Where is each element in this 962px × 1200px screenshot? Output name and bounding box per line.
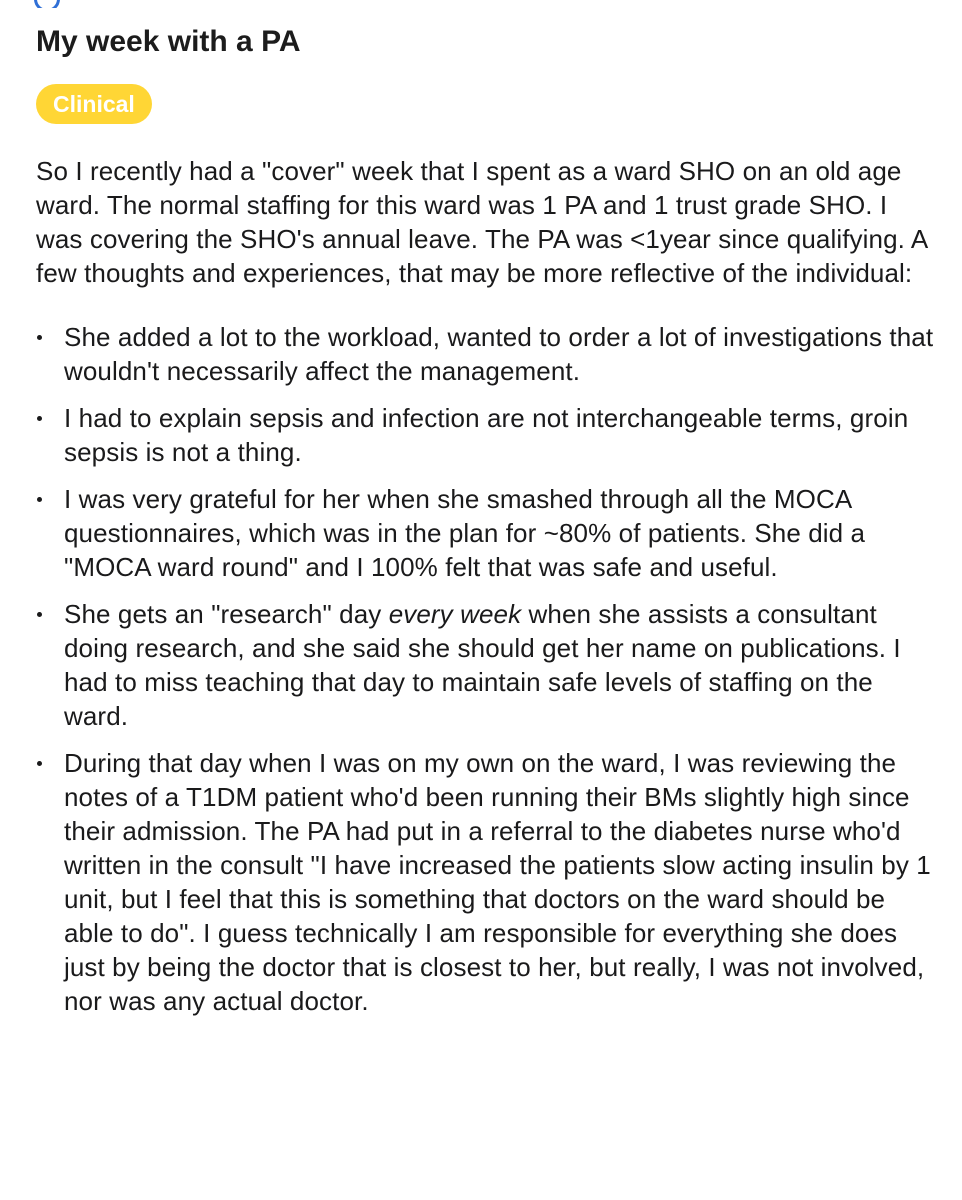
post-bullet-list — [36, 320, 936, 1018]
list-item-text: I was very grateful for her when she smashed through all the MOCA questionnaires, which was in the plan for ~80% of patients. She did a "MOCA ward round" and I 100% felt that was safe and useful. — [64, 484, 866, 582]
flair-badge[interactable]: Clinical — [36, 84, 152, 124]
list-item-emphasis: every week — [388, 599, 522, 629]
list-item-text: I had to explain sepsis and infection are not interchangeable terms, groin sepsis is not a thing. — [64, 403, 909, 467]
list-item — [36, 320, 936, 388]
post-body — [36, 154, 936, 1018]
list-item-text-after: when she assists a consultant doing research, and she said she should get her name on publications. I had to miss teaching that day to maintain safe levels of staffing on the ward. — [64, 599, 901, 731]
post — [36, 22, 936, 1031]
avatar[interactable] — [34, 0, 60, 8]
list-item-text: During that day when I was on my own on the ward, I was reviewing the notes of a T1DM patient who'd been running their BMs slightly high since their admission. The PA had put in a referral to the diabetes nurse who'd written in the consult "I have increased the patients slow acting insulin by 1 unit, but I feel that this is something that doctors on the ward should be able to do". I guess technically I am responsible for everything she does just by being the doctor that is closest to her, but really, I was not involved, nor was any actual doctor. — [64, 748, 931, 1016]
post-title[interactable]: My week with a PA — [36, 25, 301, 58]
list-item-text-before: She gets an "research" day — [64, 599, 389, 629]
cropped-author-row — [34, 0, 184, 8]
post-intro: So I recently had a "cover" week that I spent as a ward SHO on an old age ward. The normal staffing for this ward was 1 PA and 1 trust grade SHO. I was covering the SHO's annual leave. The PA was <1year since qualifying. A few thoughts and experiences, that may be more reflective of the individual: — [36, 156, 927, 288]
list-item-text: She added a lot to the workload, wanted to order a lot of investigations that wouldn't necessarily affect the management. — [64, 322, 934, 386]
list-item — [36, 597, 936, 733]
list-item — [36, 482, 936, 584]
list-item — [36, 401, 936, 469]
list-item — [36, 746, 936, 1018]
